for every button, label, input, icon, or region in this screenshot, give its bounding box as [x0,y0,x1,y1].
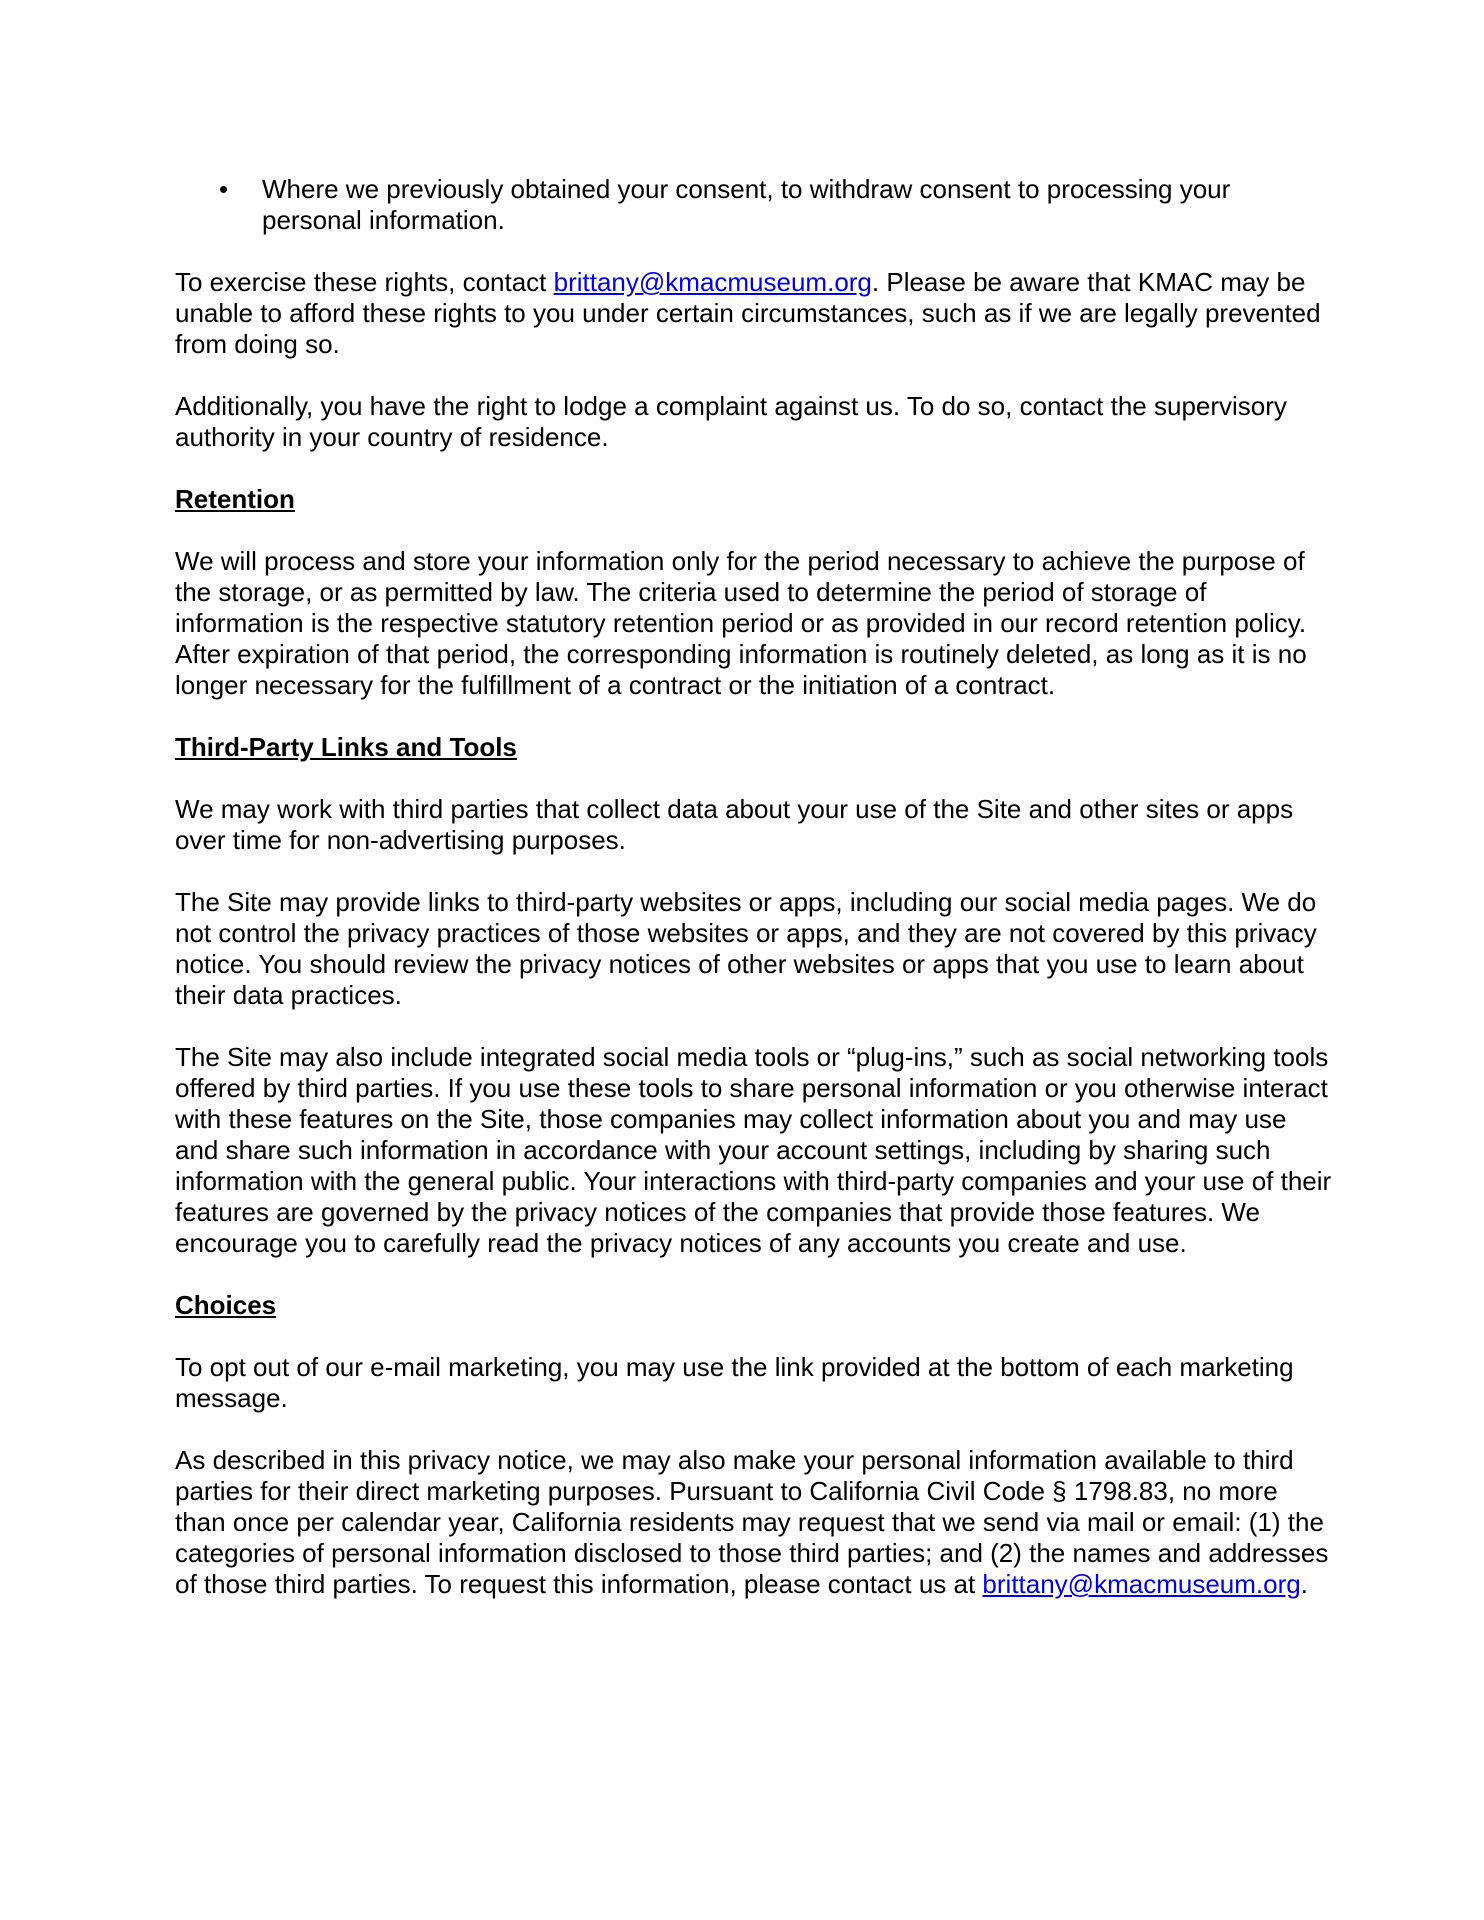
rights-exercise-paragraph [175,267,1335,360]
bullet-item-withdraw-consent [175,174,1335,236]
third-party-paragraph-1: We may work with third parties that collect data about your use of the Site and other sites or apps over time for non-advertising purposes. [175,794,1294,855]
rights-bullet-list [175,174,1335,236]
choices-paragraph-2 [175,1445,1335,1600]
third-party-heading: Third-Party Links and Tools [175,732,517,762]
retention-heading: Retention [175,484,295,514]
complaint-paragraph: Additionally, you have the right to lodge a complaint against us. To do so, contact the supervisory authority in your country of residence. [175,391,1287,452]
retention-paragraph: We will process and store your information only for the period necessary to achieve the purpose of the storage, or as permitted by law. The criteria used to determine the period of storage of information is the respective statutory retention period or as provided in our record retention policy. After expiration of that period, the corresponding information is routinely deleted, as long as it is no longer necessary for the fulfillment of a contract or the initiation of a contract. [175,546,1307,700]
third-party-paragraph-3: The Site may also include integrated social media tools or “plug-ins,” such as social networking tools offered by third parties. If you use these tools to share personal information or you otherwise interact with these features on the Site, those companies may collect information about you and may use and share such information in accordance with your account settings, including by sharing such information with the general public. Your interactions with third-party companies and your use of their features are governed by the privacy notices of the companies that provide those features. We encourage you to carefully read the privacy notices of any accounts you create and use. [175,1042,1332,1258]
document-page [175,174,1335,1600]
rights-text-before-link: To exercise these rights, contact [175,267,554,297]
rights-text-after-link: . Please be aware that KMAC may be unable to afford these rights to you under certain circumstances, such as if we are legally prevented from doing so. [175,267,1321,359]
choices-email-link[interactable]: brittany@kmacmuseum.org [982,1569,1301,1599]
choices-text-after-link: . [1300,1569,1308,1599]
contact-email-link[interactable]: brittany@kmacmuseum.org [553,267,872,297]
bullet-text: Where we previously obtained your consent, to withdraw consent to processing your personal information. [262,174,1231,235]
choices-text-before-link: As described in this privacy notice, we may also make your personal information available to third parties for their direct marketing purposes. Pursuant to California Civil Code § 1798.83, no more than once per calendar year, California residents may request that we send via mail or email: (1) the categories of personal information disclosed to those third parties; and (2) the names and addresses of those third parties. To request this information, please contact us at [175,1445,1329,1599]
bullet-icon: • [219,174,229,204]
choices-paragraph-1: To opt out of our e-mail marketing, you may use the link provided at the bottom of each marketing message. [175,1352,1294,1413]
third-party-paragraph-2: The Site may provide links to third-party websites or apps, including our social media pages. We do not control the privacy practices of those websites or apps, and they are not covered by this privacy notice. You should review the privacy notices of other websites or apps that you use to learn about their data practices. [175,887,1317,1010]
choices-heading: Choices [175,1290,277,1320]
